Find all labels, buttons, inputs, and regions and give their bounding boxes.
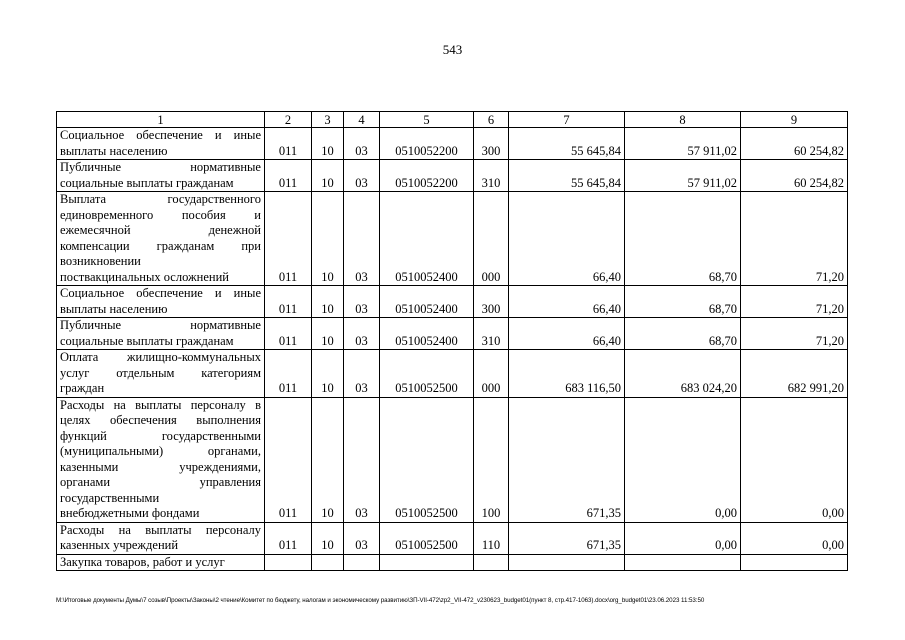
cell-c8: 683 024,20	[625, 350, 741, 398]
cell-c6: 310	[474, 160, 509, 192]
header-cell: 8	[625, 112, 741, 128]
cell-c3: 10	[312, 522, 344, 554]
cell-c6: 300	[474, 286, 509, 318]
cell-c3: 10	[312, 160, 344, 192]
row-name-line: Оплата жилищно-коммунальных	[60, 350, 261, 364]
header-cell: 9	[741, 112, 848, 128]
row-name-line: Социальное обеспечение и иные	[60, 286, 261, 300]
cell-c6: 000	[474, 350, 509, 398]
cell-c6: 300	[474, 128, 509, 160]
row-name-line: целях обеспечения выполнения	[60, 413, 261, 427]
row-name-line: выплаты населению	[60, 301, 168, 316]
header-cell: 3	[312, 112, 344, 128]
cell-c9: 71,20	[741, 192, 848, 286]
cell-c3: 10	[312, 286, 344, 318]
row-name-line: выплаты населению	[60, 143, 168, 158]
row-name-line: Закупка товаров, работ и услуг	[60, 554, 225, 569]
cell-c7	[509, 554, 625, 571]
cell-c5: 0510052400	[380, 192, 474, 286]
row-name-line: услуг отдельным категориям	[60, 365, 261, 380]
cell-c5: 0510052500	[380, 522, 474, 554]
cell-c5: 0510052200	[380, 160, 474, 192]
row-name-line: Расходы на выплаты персоналу в	[60, 397, 261, 412]
document-path-footer: М:\Итоговые документы Думы\7 созыв\Проекты\Законы\2 чтение\Комитет по бюджету, налогам и экономическому развитию\ЗП-VII-472\zp2_VII-472_v230623_budget01(пункт 8, стр.417-1063).docx\org_budget01\23.06.2023 11:53:50	[56, 597, 705, 604]
cell-c2: 011	[265, 318, 312, 350]
header-cell: 4	[344, 112, 380, 128]
cell-c7: 55 645,84	[509, 160, 625, 192]
cell-c8: 57 911,02	[625, 128, 741, 160]
cell-c4: 03	[344, 522, 380, 554]
row-name-line: социальные выплаты гражданам	[60, 175, 234, 190]
row-name-line: поствакцинальных осложнений	[60, 269, 229, 284]
budget-table	[56, 111, 848, 571]
table-row	[57, 318, 848, 350]
header-cell: 7	[509, 112, 625, 128]
cell-c7: 66,40	[509, 192, 625, 286]
cell-c6: 310	[474, 318, 509, 350]
cell-c4: 03	[344, 286, 380, 318]
cell-c7: 671,35	[509, 397, 625, 522]
cell-c7: 683 116,50	[509, 350, 625, 398]
row-name-line: Публичные нормативные	[60, 318, 261, 332]
cell-c4: 03	[344, 160, 380, 192]
cell-c9	[741, 554, 848, 571]
cell-c3: 10	[312, 350, 344, 398]
row-name-line: граждан	[60, 381, 105, 395]
row-name-cell	[57, 350, 265, 398]
row-name-cell	[57, 318, 265, 350]
cell-c2: 011	[265, 160, 312, 192]
cell-c3: 10	[312, 192, 344, 286]
row-name-line: Выплата государственного	[60, 192, 261, 206]
page-number: 543	[442, 42, 463, 57]
cell-c4: 03	[344, 128, 380, 160]
table-row	[57, 160, 848, 192]
cell-c2: 011	[265, 350, 312, 398]
row-name-line: казенных учреждений	[60, 538, 179, 552]
row-name-cell	[57, 554, 265, 571]
cell-c6	[474, 554, 509, 571]
row-name-line: компенсации гражданам при	[60, 238, 261, 253]
row-name-cell	[57, 397, 265, 522]
row-name-cell	[57, 522, 265, 554]
cell-c9: 0,00	[741, 397, 848, 522]
row-name-line: возникновении	[60, 254, 141, 268]
cell-c9: 71,20	[741, 318, 848, 350]
cell-c4	[344, 554, 380, 571]
cell-c7: 66,40	[509, 318, 625, 350]
cell-c9: 60 254,82	[741, 160, 848, 192]
table-row	[57, 522, 848, 554]
row-name-line: государственными	[60, 490, 160, 505]
row-name-line: социальные выплаты гражданам	[60, 333, 234, 348]
cell-c9: 60 254,82	[741, 128, 848, 160]
cell-c5: 0510052400	[380, 318, 474, 350]
header-cell: 2	[265, 112, 312, 128]
table-row	[57, 397, 848, 522]
cell-c8: 0,00	[625, 522, 741, 554]
cell-c2	[265, 554, 312, 571]
header-cell: 6	[474, 112, 509, 128]
row-name-cell	[57, 192, 265, 286]
cell-c2: 011	[265, 286, 312, 318]
cell-c5: 0510052400	[380, 286, 474, 318]
row-name-cell	[57, 128, 265, 160]
table-row	[57, 554, 848, 571]
cell-c2: 011	[265, 397, 312, 522]
table-row	[57, 286, 848, 318]
row-name-cell	[57, 286, 265, 318]
cell-c3	[312, 554, 344, 571]
header-cell: 5	[380, 112, 474, 128]
row-name-line: Публичные нормативные	[60, 160, 261, 174]
cell-c3: 10	[312, 128, 344, 160]
cell-c6: 110	[474, 522, 509, 554]
table-body	[57, 112, 848, 571]
cell-c2: 011	[265, 522, 312, 554]
row-name-line: функций государственными	[60, 428, 261, 443]
cell-c7: 66,40	[509, 286, 625, 318]
cell-c8: 57 911,02	[625, 160, 741, 192]
table-row	[57, 350, 848, 398]
row-name-line: Расходы на выплаты персоналу	[60, 522, 261, 537]
header-cell: 1	[57, 112, 265, 128]
cell-c4: 03	[344, 397, 380, 522]
cell-c9: 682 991,20	[741, 350, 848, 398]
cell-c5	[380, 554, 474, 571]
row-name-line: казенными учреждениями,	[60, 459, 261, 474]
cell-c3: 10	[312, 318, 344, 350]
row-name-line: органами управления	[60, 475, 261, 489]
cell-c7: 671,35	[509, 522, 625, 554]
cell-c8: 68,70	[625, 318, 741, 350]
cell-c4: 03	[344, 192, 380, 286]
table-header-row	[57, 112, 848, 128]
cell-c2: 011	[265, 128, 312, 160]
cell-c8: 68,70	[625, 286, 741, 318]
cell-c6: 100	[474, 397, 509, 522]
cell-c5: 0510052200	[380, 128, 474, 160]
cell-c8: 68,70	[625, 192, 741, 286]
cell-c4: 03	[344, 318, 380, 350]
cell-c6: 000	[474, 192, 509, 286]
row-name-line: (муниципальными) органами,	[60, 444, 261, 458]
row-name-cell	[57, 160, 265, 192]
table-row	[57, 192, 848, 286]
cell-c3: 10	[312, 397, 344, 522]
row-name-line: внебюджетными фондами	[60, 506, 200, 520]
cell-c7: 55 645,84	[509, 128, 625, 160]
cell-c8: 0,00	[625, 397, 741, 522]
cell-c9: 71,20	[741, 286, 848, 318]
cell-c4: 03	[344, 350, 380, 398]
cell-c9: 0,00	[741, 522, 848, 554]
row-name-line: ежемесячной денежной	[60, 223, 261, 237]
cell-c5: 0510052500	[380, 350, 474, 398]
table-row	[57, 128, 848, 160]
row-name-line: единовременного пособия и	[60, 207, 261, 222]
cell-c8	[625, 554, 741, 571]
row-name-line: Социальное обеспечение и иные	[60, 128, 261, 142]
cell-c2: 011	[265, 192, 312, 286]
cell-c5: 0510052500	[380, 397, 474, 522]
